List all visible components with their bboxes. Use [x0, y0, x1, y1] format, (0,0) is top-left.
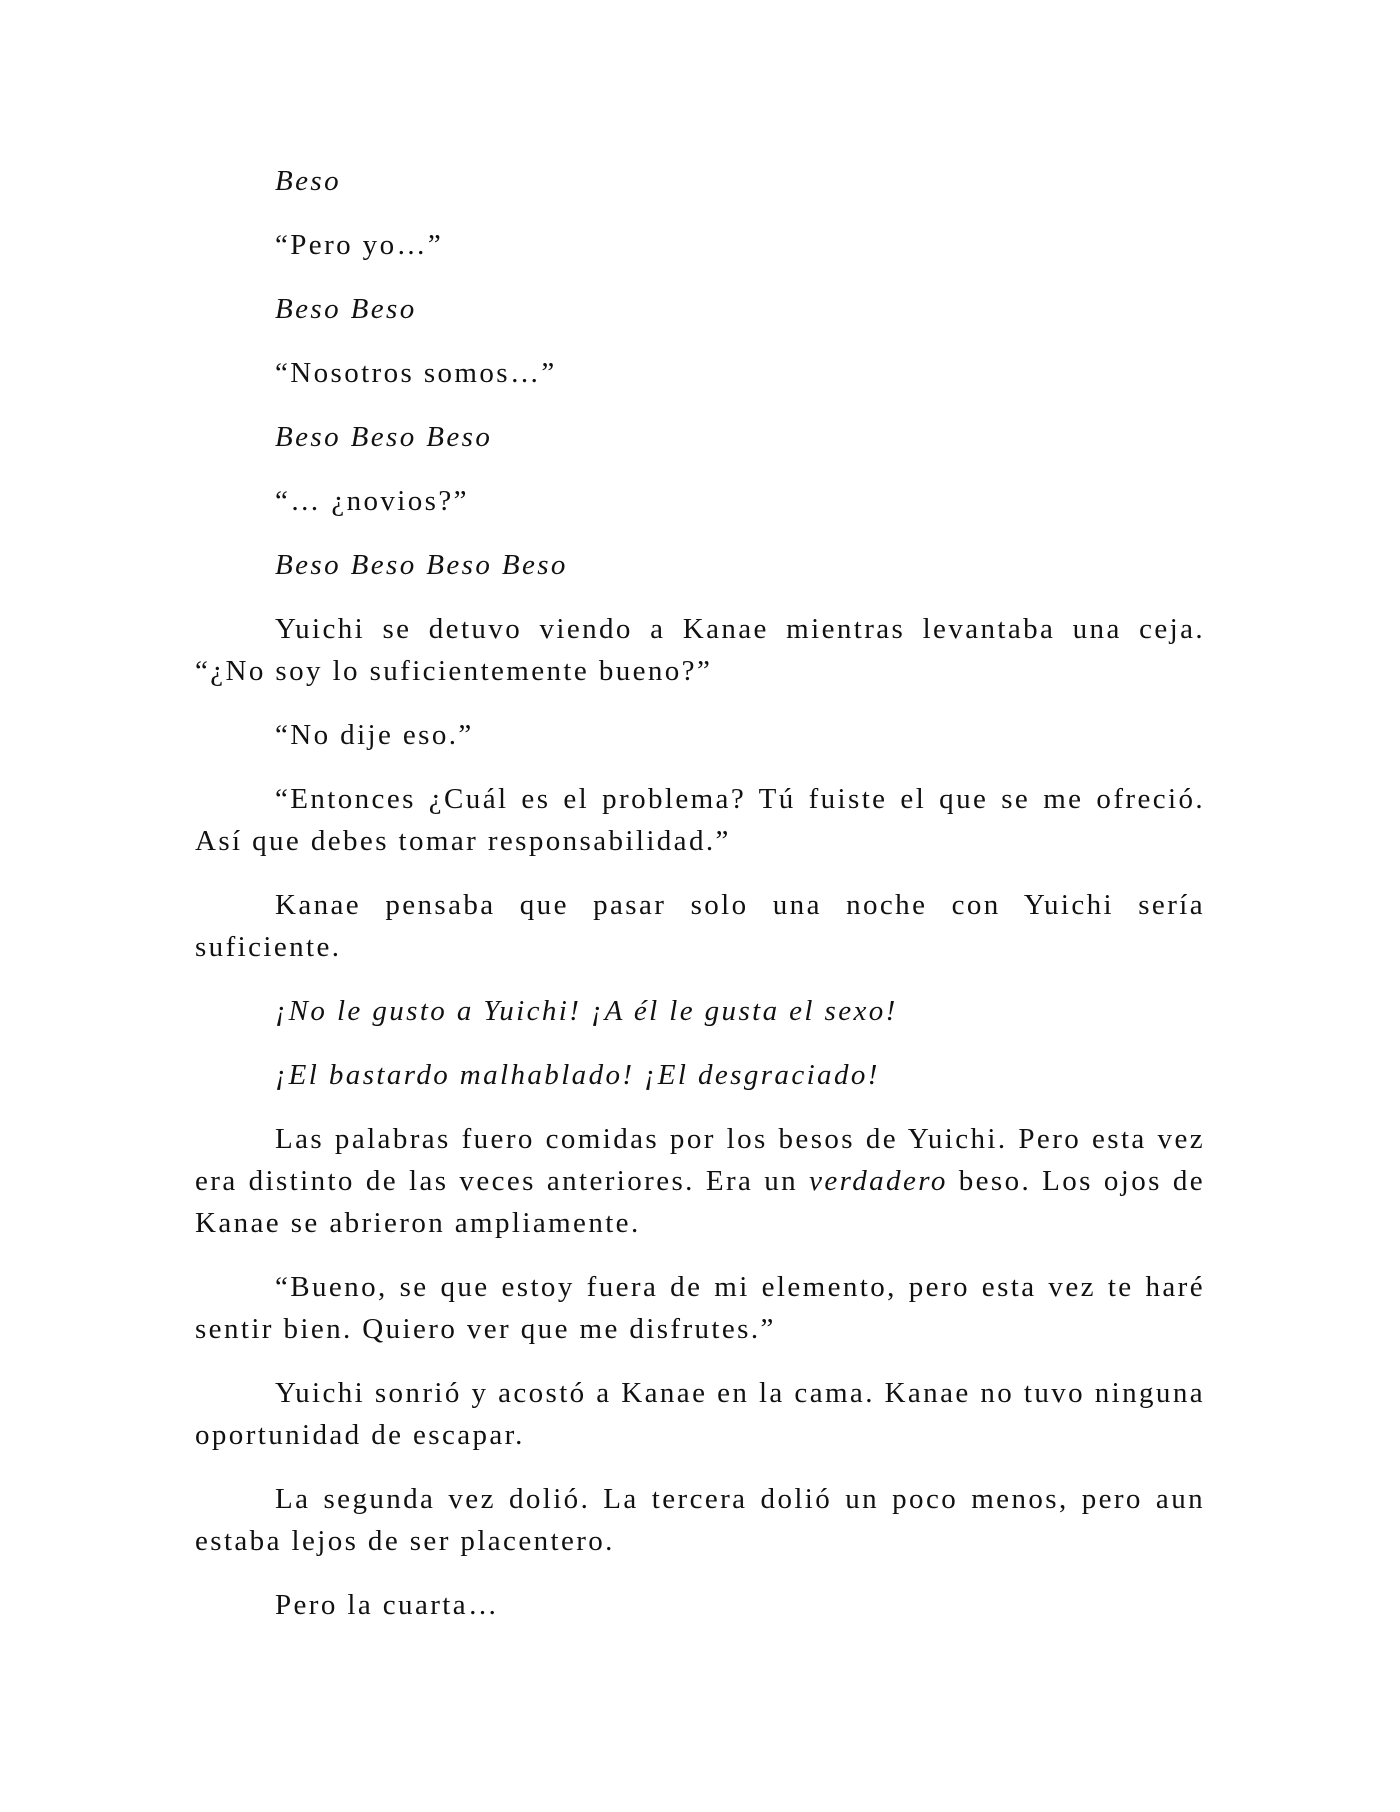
paragraph-dialogue-4: “No dije eso.” [275, 719, 474, 751]
paragraph-text-before: Las palabras fuero comidas por los besos de Yuichi. Pero esta vez era distinto de las veces anteriores. Era un [195, 1123, 1205, 1197]
paragraph-narration-3 [195, 1118, 1205, 1244]
paragraph-narration-4: Yuichi sonrió y acostó a Kanae en la cama. Kanae no tuvo ninguna oportunidad de escapar. [195, 1377, 1205, 1451]
body-text [195, 160, 1205, 1626]
paragraph-narration-5: La segunda vez dolió. La tercera dolió un poco menos, pero aun estaba lejos de ser placentero. [195, 1483, 1205, 1557]
paragraph-narration-2: Kanae pensaba que pasar solo una noche con Yuichi sería suficiente. [195, 889, 1205, 963]
paragraph-kiss-3: Beso Beso Beso [275, 421, 493, 453]
paragraph-kiss-2: Beso Beso [275, 293, 417, 325]
paragraph-kiss-4: Beso Beso Beso Beso [275, 549, 568, 581]
paragraph-thought-2: ¡El bastardo malhablado! ¡El desgraciado! [275, 1059, 880, 1091]
paragraph-dialogue-1: “Pero yo…” [275, 229, 444, 261]
paragraph-kiss-1: Beso [275, 165, 341, 197]
paragraph-dialogue-5: “Entonces ¿Cuál es el problema? Tú fuiste el que se me ofreció. Así que debes tomar responsabilidad.” [195, 783, 1205, 857]
paragraph-dialogue-3: “… ¿novios?” [275, 485, 469, 517]
paragraph-dialogue-2: “Nosotros somos…” [275, 357, 557, 389]
paragraph-narration-6: Pero la cuarta… [275, 1589, 500, 1621]
paragraph-narration-1: Yuichi se detuvo viendo a Kanae mientras levantaba una ceja. “¿No soy lo suficientemente bueno?” [195, 613, 1205, 687]
paragraph-text-after: beso. Los ojos de Kanae se abrieron ampliamente. [195, 1165, 1205, 1239]
paragraph-dialogue-6: “Bueno, se que estoy fuera de mi elemento, pero esta vez te haré sentir bien. Quiero ver que me disfrutes.” [195, 1271, 1205, 1345]
paragraph-thought-1: ¡No le gusto a Yuichi! ¡A él le gusta el sexo! [275, 995, 898, 1027]
emphasized-word: verdadero [809, 1165, 948, 1197]
